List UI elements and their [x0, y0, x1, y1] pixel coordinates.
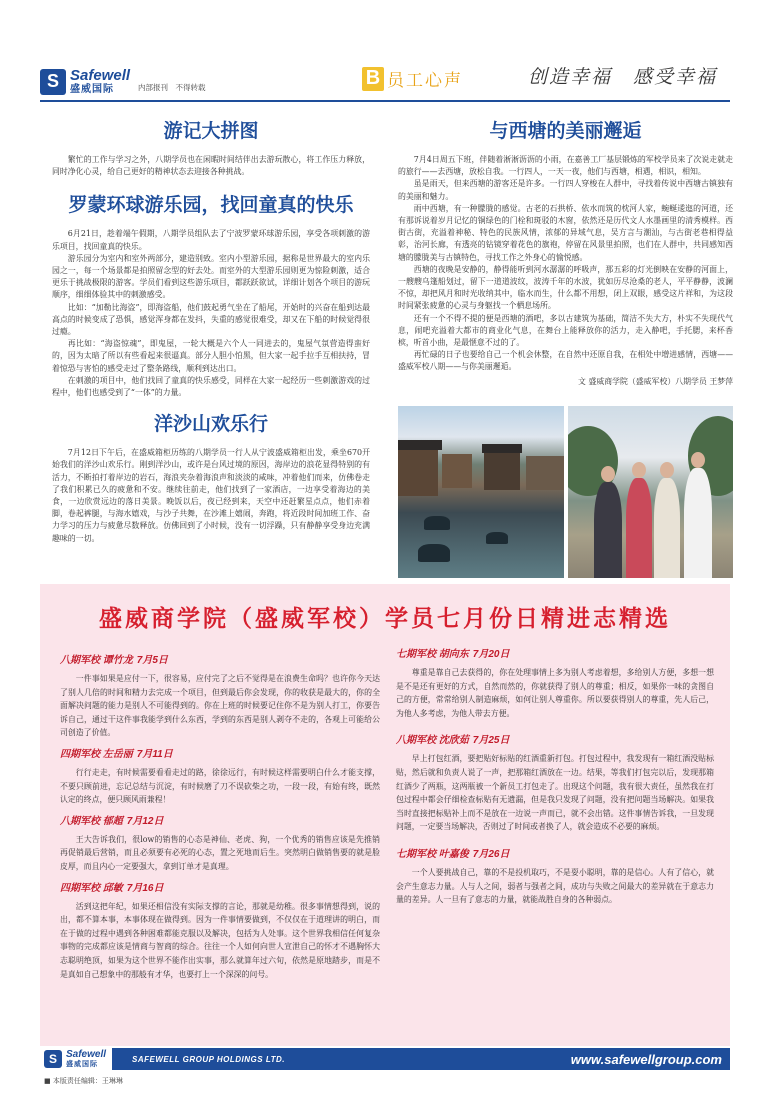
paragraph: 雨中西塘，有一种朦胧的感觉。古老的石拱桥、依水而筑的枕河人家，蜿蜒逶迤的河道，还有那诉说着岁月记忆的铜绿色的门栓和斑驳的木窗，依然还是历代文人水墨画里的清秀模样。西街古街，充溢着神秘、特色的民族风情，浓郁的异域气息，吴方言与潮汕，与古街老巷相得益彰，治河长廊，有透亮的钻镜穿着花色的旗袍，停留在风景里拍照，也们在人群中，共同感知西塘的朦胧美与古镇特色，寻找工作之外身心的愉悦感。: [398, 203, 733, 262]
footer-website-link[interactable]: www.safewellgroup.com: [570, 1051, 722, 1067]
footer-logo-english: Safewell: [66, 1049, 107, 1060]
entry-header: [396, 734, 714, 747]
journal-entry: [396, 848, 714, 907]
entry-header: [60, 815, 380, 828]
article-body-yangsha-mountain: [52, 447, 370, 545]
section-letter-badge: B: [362, 67, 384, 91]
entry-date: 7月20日: [472, 649, 510, 660]
article-credit: 文 盛威商学院（盛威军校）八期学员 王梦萍: [578, 376, 733, 386]
journal-left-column: [60, 654, 380, 987]
entry-author: 八期军校 谭竹龙: [60, 655, 133, 666]
left-column: [52, 112, 370, 545]
article-body-travel-collage: [52, 154, 370, 178]
internal-note: 内部报刊 不得转载: [138, 83, 206, 92]
article-title-yangsha-mountain: 洋沙山欢乐行: [153, 413, 268, 436]
photo-xitang-canal: [398, 406, 564, 578]
entry-header: [60, 654, 380, 667]
entry-header: [60, 882, 380, 895]
paragraph: 还有一个不得不提的便是西塘的酒吧，多以古建筑为基础，简洁不失大方，朴实不失现代气息，闹吧充溢着大都市的商业化气息，在舞台上能释放你的活力，走入静吧，手托腮，来杯香槟，听首小曲，是最惬意不过的了。: [398, 313, 733, 348]
footer-logo-text: [66, 1050, 106, 1068]
logo-text: [70, 68, 130, 95]
journal-right-column: [396, 648, 714, 913]
entry-author: 七期军校 胡向东: [396, 649, 469, 660]
entry-text: 活到这把年纪，如果还相信没有实际支撑的言论，那就是幼稚。很多事情想得到，说的出，都不算本事，本事体现在做得到。因为一件事情要做到，不仅仅在于道理讲的明白，而在于做的过程中遇到各种困难都能克服以及解决，包括为人处事。这个世界我相信任何复杂事物的完成都应该是情商与智商的综合。往往一个人如何向世人宣泄自己的怀才不遇胸怀大志聪明绝顶，如果为这个世界不能作出实事，那么就算年过六旬，依然是原地踏步，而是不是真如自己想象中的那般有才华，也要打上一个深深的问号。: [60, 901, 380, 979]
journal-section: [40, 584, 730, 1046]
entry-header: [60, 748, 380, 761]
entry-text: 早上打包红酒，要把贴好标贴的红酒重新打包。打包过程中，我发现有一箱红酒没贴标贴，然后就和负责人说了一声，把那箱红酒放在一边。结果，等我们打包完以后，发现那箱红酒少了两瓶，这两瓶被一个新员工打包走了。出现这个问题，我有很大责任，虽然我在打包过程中都会仔细检查标贴有无遗漏，但是我只发现了问题，没有把问题当场解决。如果我当时直接把标贴补上而不是放在一边说一声而已，就不会出错。这件事情告诉我，一旦发现问题，一定要当场解决，否则过了时间或者换了人，就会造成不必要的麻烦。: [396, 754, 714, 832]
entry-text: 尊重是靠自己去获得的，你在处理事情上多为别人考虑着想，多给别人方便，多想一想是不是还有更好的方式，自然而然的，你就获得了别人的尊重；相反，如果你一味的贪图自己的方便，常常给别人制造麻烦，如何让别人尊重你。所以要获得别人的尊重，先人后己，为他人多考虑，为他人带去方便。: [396, 668, 714, 718]
entry-date: 7月11日: [136, 748, 173, 760]
footer-bar: [40, 1048, 730, 1070]
entry-header: [396, 848, 714, 861]
entry-author: 八期军校 沈欣茹: [396, 735, 469, 747]
entry-text: 一个人要挑战自己，靠的不是投机取巧，不是耍小聪明，靠的是信心。人有了信心，就会产生意志力量。人与人之间，弱者与强者之间，成功与失败之间最大的差异就在于意志力量的差异。人一旦有了意志的力量，就能战胜自身的各种弱点。: [396, 867, 714, 905]
entry-author: 七期军校 叶嘉俊: [396, 848, 469, 860]
logo-mark-icon: S: [40, 69, 66, 95]
header-divider: [40, 100, 730, 102]
photo-strip: [398, 406, 733, 578]
journal-title: 盛威商学院（盛威军校）学员七月份日精进志精选: [99, 606, 671, 632]
entry-author: 四期军校 邱敏: [60, 882, 123, 894]
entry-date: 7月26日: [472, 848, 510, 860]
footer-logo-mark-icon: S: [44, 1050, 62, 1068]
article-body-romon-park: [52, 228, 370, 399]
entry-date: 7月25日: [472, 735, 510, 747]
entry-date: 7月5日: [136, 655, 168, 666]
article-title-romon-park: 罗蒙环球游乐园，找回童真的快乐: [68, 194, 354, 217]
journal-entry: [396, 734, 714, 834]
logo-chinese: 盛威国际: [70, 84, 114, 95]
paragraph: 繁忙的工作与学习之外，八期学员也在闲暇时间结伴出去游玩散心，将工作压力释放，同时净化心灵，给自己更好的精神状态去迎接各种挑战。: [52, 155, 370, 177]
entry-text: 行行走走，有时候需要看看走过的路，徐徐远行，有时候这样需要明白什么才能支撑，不要只顾前进，忘记总结与沉淀，有时候磨了刀不误砍柴之功，一段一段，有始有终，既然认定的终点，便只顾风雨兼程！: [60, 767, 380, 805]
journal-entry: [396, 648, 714, 720]
logo-english: Safewell: [70, 67, 131, 84]
paragraph: 再忙碌的日子也要给自己一个机会休整，在自然中还原自我，在相处中增进感情，西塘——盛威军校八期——与你美丽邂逅。: [398, 350, 733, 372]
editor-note: ■ 本版责任编辑：王琳琳: [44, 1077, 123, 1085]
safewell-logo: [40, 68, 206, 95]
article-body-xitang: [398, 154, 733, 388]
entry-date: 7月16日: [126, 882, 164, 894]
section-title: 员工心声: [387, 71, 463, 91]
paragraph: 6月21日，趁着端午假期，八期学员组队去了宁波罗蒙环球游乐园，享受各项刺激的游乐项目，找回童真的快乐。: [52, 229, 370, 251]
footer-logo: [40, 1048, 112, 1070]
photo-group-travelers: [568, 406, 734, 578]
entry-author: 八期军校 郁超: [60, 815, 123, 827]
paragraph: 虽是雨天，但来西塘的游客还是许多。一行四人穿梭在人群中，寻找着传说中西塘古镇独有的美丽和魅力。: [398, 179, 733, 201]
paragraph: 7月4日周五下班，伴随着淅淅沥沥的小雨，在嘉善工厂基层锻炼的军校学员来了次说走就走的旅行——去西塘，放松自我。一行四人，一天一夜，他们与西塘，相遇，相识，相知。: [398, 155, 733, 177]
footer-company-name: SAFEWELL GROUP HOLDINGS LTD.: [132, 1054, 285, 1064]
journal-entry: [60, 654, 380, 740]
entry-date: 7月12日: [126, 815, 164, 827]
journal-entry: [60, 882, 380, 982]
masthead: [0, 0, 770, 100]
paragraph: 7月12日下午后，在盛威箱柜历练的八期学员一行人从宁波盛威箱柜出发，乘坐670开始我们的洋沙山欢乐行。刚到洋沙山，或许是台风过境的原因，海岸边的浪花显得特别的有活力，不断拍打着岸边的岩石，海浪夹杂着海浪声和淡淡的咸味，冲着他们而来，仿佛卷走了我们积累已久的疲惫和不安。继续往前走，他们找到了一家酒店，一边享受着海边的美食，一边欣赏远边的落日美景。晚饭以后，夜已经到来，天空中还赶繁星点点，他们赤着脚，卷起裤腿，与海水嬉戏，与沙子共舞，在沙滩上嬉闹，奔跑，将近段时间加班工作、奋力学习的压力与疲惫尽数释放。仿佛回到了小时候，没有一切浮躁，只有静静享受身边充满趣味的一切。: [52, 448, 370, 543]
paragraph: 再比如：“海盗惊魂”，即鬼屋，一轮大概是六个人一同进去的，鬼屋气氛营造得蛮好的，因为太暗了所以有些看起来很逼真。部分人胆小怕黑，但大家一起手拉手互相扶持，冒着惊恐与害怕的感受走过了整条路线，顺利到达出口。: [52, 339, 370, 373]
journal-entry: [60, 815, 380, 874]
article-title-travel-collage: 游记大拼图: [163, 120, 259, 142]
entry-text: 王大告诉我们，很low的销售的心态是神仙、老虎、狗，一个优秀的销售应该是先推销再促销最后营销，而且必须要有必死的心态，置之死地而后生。突然明白做销售要的就是脸皮厚，而且内心一定要强大，拿到订单才是真理。: [60, 834, 380, 871]
paragraph: 西塘的夜晚是安静的，静得能听到河水潺潺的呼吸声，那五彩的灯光倒映在安静的河面上，一艘艘乌篷船划过，留下一道道波纹，波涛千年的水波，犹如历尽沧桑的老人，平平静静，波澜不惊，却把风月和时光收纳其中，临水而生，什么都不用想，闭上双眼，感受这片祥和，为这段时间紧张疲惫的心灵与身躯找一个栖息场所。: [398, 264, 733, 311]
paragraph: 比如：“加勒比海盗”，即海盗船，他们鼓起勇气坐在了船尾，开始时的兴奋在船到达最高点的时候变成了恐惧，感觉浑身都在发抖，失重的感觉很难受，却又在下船的时候觉得很过瘾。: [52, 302, 370, 337]
article-title-xitang: 与西塘的美丽邂逅: [489, 120, 642, 142]
paragraph: 游乐园分为室内和室外两部分，建造别致。室内小型游乐园，据称是世界最大的室内乐园之一，每一个场景都是拍照留念型的好去处。而室外的大型游乐园则更为惊险刺激，适合更乐于挑战极限的游客。学员们看到这些游乐项目，都跃跃欲试，详细计划各个项目的游玩顺序，细细体验其中的刺激感受。: [52, 253, 370, 300]
entry-text: 一件事如果是应付一下，很容易，应付完了之后不觉得是在浪费生命吗？也许你今天达了别人几倍的时间和精力去完成一个项目，但到最后你会发现，你的收获是最大的，你的全面解决问题的能力是别人不可能得到的。你在上班的时候要记住你不是为别人打工，你要告诉自己，通过干这件事我能学到什么东西，学到的东西是别人剥夺不走的，各观上可能给公司创造了价值。: [60, 674, 380, 738]
footer-logo-chinese: 盛威国际: [66, 1060, 98, 1068]
right-column: [398, 112, 733, 388]
journal-entry: [60, 748, 380, 807]
slogan: 创造幸福 感受幸福: [528, 66, 718, 88]
entry-header: [396, 648, 714, 661]
entry-author: 四期军校 左岳丽: [60, 748, 133, 760]
section-tag: [362, 66, 463, 91]
paragraph: 在刺激的项目中，他们找回了童真的快乐感受，同样在大家一起经历一些刺激游戏的过程中，他们也感受到了“一体”的力量。: [52, 375, 370, 398]
